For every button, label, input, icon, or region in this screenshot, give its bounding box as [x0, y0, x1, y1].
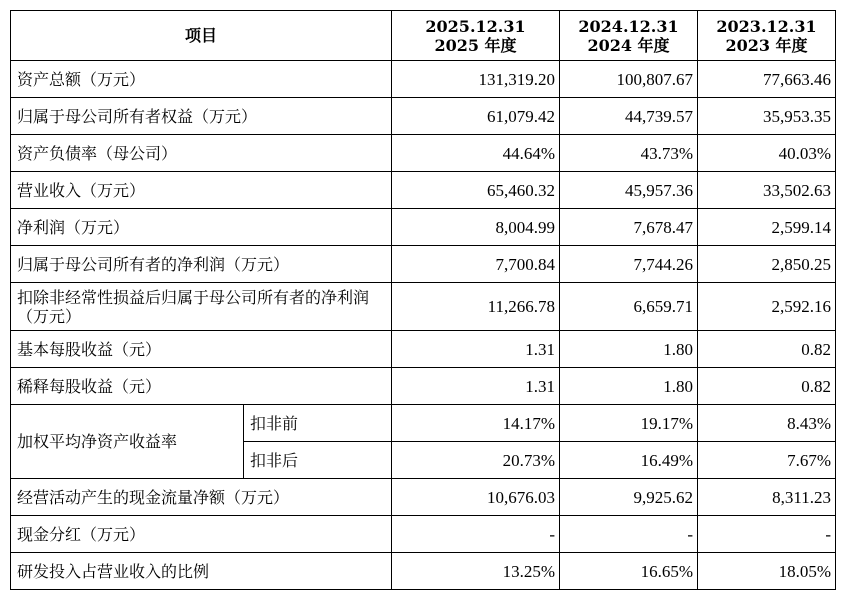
row-label: 扣除非经常性损益后归属于母公司所有者的净利润（万元）	[11, 283, 392, 331]
header-item: 项目	[11, 11, 392, 61]
cell-value: 44.64%	[392, 135, 560, 172]
cell-value: 19.17%	[560, 405, 698, 442]
cell-value: 0.82	[698, 368, 836, 405]
cell-value: 0.82	[698, 331, 836, 368]
row-label: 稀释每股收益（元）	[11, 368, 392, 405]
cell-value: 18.05%	[698, 553, 836, 590]
cell-value: 9,925.62	[560, 479, 698, 516]
table-row	[11, 368, 836, 405]
header-year: 2024 年度	[587, 35, 670, 55]
row-label: 资产负债率（母公司）	[11, 135, 392, 172]
row-label: 归属于母公司所有者的净利润（万元）	[11, 246, 392, 283]
cell-value: 8,311.23	[698, 479, 836, 516]
cell-value: 7,678.47	[560, 209, 698, 246]
row-label: 基本每股收益（元）	[11, 331, 392, 368]
cell-value: 10,676.03	[392, 479, 560, 516]
header-date: 2023.12.31	[716, 16, 817, 36]
cell-value: 45,957.36	[560, 172, 698, 209]
financial-indicators-table	[10, 10, 836, 590]
header-col-2025	[392, 11, 560, 61]
cell-value: 65,460.32	[392, 172, 560, 209]
row-label: 研发投入占营业收入的比例	[11, 553, 392, 590]
table-header-row	[11, 11, 836, 61]
table-row	[11, 246, 836, 283]
cell-value: 14.17%	[392, 405, 560, 442]
row-label: 经营活动产生的现金流量净额（万元）	[11, 479, 392, 516]
table-row	[11, 479, 836, 516]
cell-value: 43.73%	[560, 135, 698, 172]
cell-value: 8.43%	[698, 405, 836, 442]
roe-sub-label: 扣非前	[244, 405, 392, 442]
cell-value: 1.31	[392, 331, 560, 368]
cell-value: 6,659.71	[560, 283, 698, 331]
table-row	[11, 283, 836, 331]
cell-value: 35,953.35	[698, 98, 836, 135]
cell-value: 2,850.25	[698, 246, 836, 283]
cell-value: 7,700.84	[392, 246, 560, 283]
cell-value: 11,266.78	[392, 283, 560, 331]
cell-value: 131,319.20	[392, 61, 560, 98]
row-label: 净利润（万元）	[11, 209, 392, 246]
table-row	[11, 98, 836, 135]
cell-value: 61,079.42	[392, 98, 560, 135]
cell-value: 16.65%	[560, 553, 698, 590]
table-row	[11, 209, 836, 246]
table-row-roe-before	[11, 405, 836, 442]
header-col-2023	[698, 11, 836, 61]
cell-value: 20.73%	[392, 442, 560, 479]
table-row	[11, 331, 836, 368]
header-col-2024	[560, 11, 698, 61]
cell-value: 7,744.26	[560, 246, 698, 283]
cell-value: 1.80	[560, 368, 698, 405]
cell-value: 1.80	[560, 331, 698, 368]
cell-value: 1.31	[392, 368, 560, 405]
cell-value: -	[560, 516, 698, 553]
row-label: 资产总额（万元）	[11, 61, 392, 98]
row-label: 现金分红（万元）	[11, 516, 392, 553]
roe-sub-label: 扣非后	[244, 442, 392, 479]
cell-value: 33,502.63	[698, 172, 836, 209]
table-row	[11, 553, 836, 590]
cell-value: 40.03%	[698, 135, 836, 172]
table-row	[11, 172, 836, 209]
cell-value: 7.67%	[698, 442, 836, 479]
cell-value: -	[698, 516, 836, 553]
cell-value: 16.49%	[560, 442, 698, 479]
header-date: 2025.12.31	[425, 16, 526, 36]
table-row	[11, 135, 836, 172]
cell-value: 13.25%	[392, 553, 560, 590]
financial-table-container	[10, 10, 836, 590]
cell-value: 2,599.14	[698, 209, 836, 246]
header-year: 2023 年度	[725, 35, 808, 55]
header-date: 2024.12.31	[578, 16, 679, 36]
roe-label: 加权平均净资产收益率	[11, 405, 244, 479]
cell-value: 2,592.16	[698, 283, 836, 331]
row-label: 归属于母公司所有者权益（万元）	[11, 98, 392, 135]
cell-value: 44,739.57	[560, 98, 698, 135]
header-year: 2025 年度	[434, 35, 517, 55]
cell-value: -	[392, 516, 560, 553]
cell-value: 8,004.99	[392, 209, 560, 246]
table-row	[11, 516, 836, 553]
table-row	[11, 61, 836, 98]
cell-value: 100,807.67	[560, 61, 698, 98]
cell-value: 77,663.46	[698, 61, 836, 98]
row-label: 营业收入（万元）	[11, 172, 392, 209]
